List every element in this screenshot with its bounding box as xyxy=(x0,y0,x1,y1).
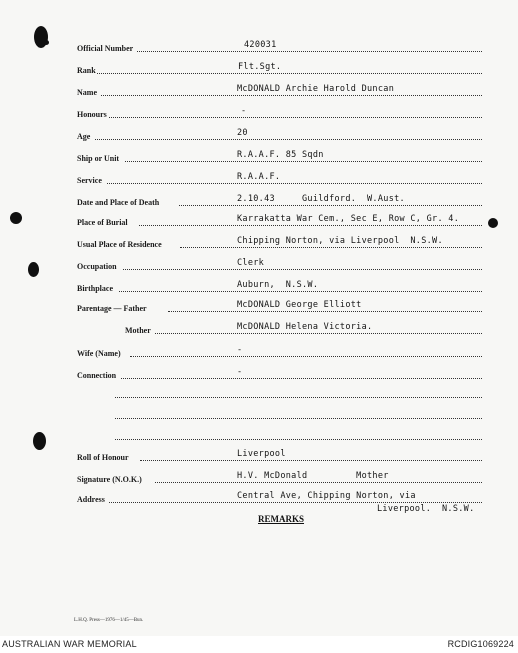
residence-line xyxy=(180,247,482,248)
address-continuation: Liverpool. N.S.W. xyxy=(377,504,475,514)
field-usual-residence xyxy=(0,236,518,252)
name-line xyxy=(101,95,482,96)
field-father xyxy=(0,300,518,316)
father-value: McDONALD George Elliott xyxy=(237,300,362,310)
burial-value: Karrakatta War Cem., Sec E, Row C, Gr. 4. xyxy=(237,214,460,224)
remarks-heading: REMARKS xyxy=(258,514,305,524)
official-number-line xyxy=(137,51,482,52)
name-value: McDONALD Archie Harold Duncan xyxy=(237,84,395,94)
service-value: R.A.A.F. xyxy=(237,172,281,182)
field-birthplace xyxy=(0,280,518,296)
field-place-of-burial xyxy=(0,214,518,230)
footer-source: AUSTRALIAN WAR MEMORIAL xyxy=(2,639,137,649)
honours-line xyxy=(109,117,482,118)
address-line xyxy=(109,502,482,503)
roll-of-honour-value: Liverpool xyxy=(237,449,286,459)
rank-value: Flt.Sgt. xyxy=(238,62,282,72)
honours-label: Honours xyxy=(77,110,107,119)
connection-line-2 xyxy=(115,397,482,398)
official-number-value: 420031 xyxy=(244,40,277,50)
footer-record-id: RCDIG1069224 xyxy=(447,639,514,649)
death-value: 2.10.43 Guildford. W.Aust. xyxy=(237,194,405,204)
wife-value: - xyxy=(237,345,243,355)
printer-imprint: L.H.Q. Press—1976—1/45—Bun. xyxy=(74,618,144,623)
occupation-value: Clerk xyxy=(237,258,265,268)
ship-or-unit-line xyxy=(125,161,482,162)
death-label: Date and Place of Death xyxy=(77,198,160,207)
roll-of-honour-line xyxy=(140,460,482,461)
signature-value: H.V. McDonald Mother xyxy=(237,471,389,481)
rank-line xyxy=(97,73,482,74)
field-signature xyxy=(0,471,518,487)
age-line xyxy=(95,139,482,140)
address-label: Address xyxy=(77,495,105,504)
mother-value: McDONALD Helena Victoria. xyxy=(237,322,373,332)
ship-or-unit-value: R.A.A.F. 85 Sqdn xyxy=(237,150,324,160)
father-label: Parentage — Father xyxy=(77,304,147,313)
death-line xyxy=(179,205,482,206)
address-value: Central Ave, Chipping Norton, via xyxy=(237,491,416,501)
field-wife xyxy=(0,345,518,361)
field-date-place-of-death xyxy=(0,194,518,210)
connection-value: - xyxy=(237,367,243,377)
field-official-number xyxy=(0,40,518,56)
burial-label: Place of Burial xyxy=(77,218,128,227)
field-mother xyxy=(0,322,518,338)
field-roll-of-honour xyxy=(0,449,518,465)
occupation-line xyxy=(123,269,482,270)
connection-line-4 xyxy=(115,439,482,440)
residence-label: Usual Place of Residence xyxy=(77,240,162,249)
ship-or-unit-label: Ship or Unit xyxy=(77,154,120,163)
wife-label: Wife (Name) xyxy=(77,349,121,358)
signature-line xyxy=(155,482,482,483)
signature-label: Signature (N.O.K.) xyxy=(77,475,142,484)
wife-line xyxy=(130,356,482,357)
occupation-label: Occupation xyxy=(77,262,117,271)
roll-of-honour-label: Roll of Honour xyxy=(77,453,129,462)
field-honours xyxy=(0,106,518,122)
service-label: Service xyxy=(77,176,102,185)
rank-label: Rank xyxy=(77,66,96,75)
field-age xyxy=(0,128,518,144)
connection-line-3 xyxy=(115,418,482,419)
mother-label: Mother xyxy=(125,326,151,335)
official-number-label: Official Number xyxy=(77,44,134,53)
connection-line xyxy=(121,378,482,379)
field-ship-or-unit xyxy=(0,150,518,166)
service-line xyxy=(107,183,482,184)
name-label: Name xyxy=(77,88,97,97)
father-line xyxy=(168,311,482,312)
field-occupation xyxy=(0,258,518,274)
age-label: Age xyxy=(77,132,91,141)
connection-label: Connection xyxy=(77,371,117,380)
field-rank xyxy=(0,62,518,78)
field-connection xyxy=(0,367,518,383)
residence-value: Chipping Norton, via Liverpool N.S.W. xyxy=(237,236,443,246)
age-value: 20 xyxy=(237,128,248,138)
birthplace-line xyxy=(119,291,482,292)
punch-hole-lower xyxy=(33,432,46,450)
field-name xyxy=(0,84,518,100)
birthplace-label: Birthplace xyxy=(77,284,113,293)
honours-value: - xyxy=(241,106,247,116)
field-service xyxy=(0,172,518,188)
mother-line xyxy=(155,333,482,334)
birthplace-value: Auburn, N.S.W. xyxy=(237,280,319,290)
burial-line xyxy=(139,225,482,226)
